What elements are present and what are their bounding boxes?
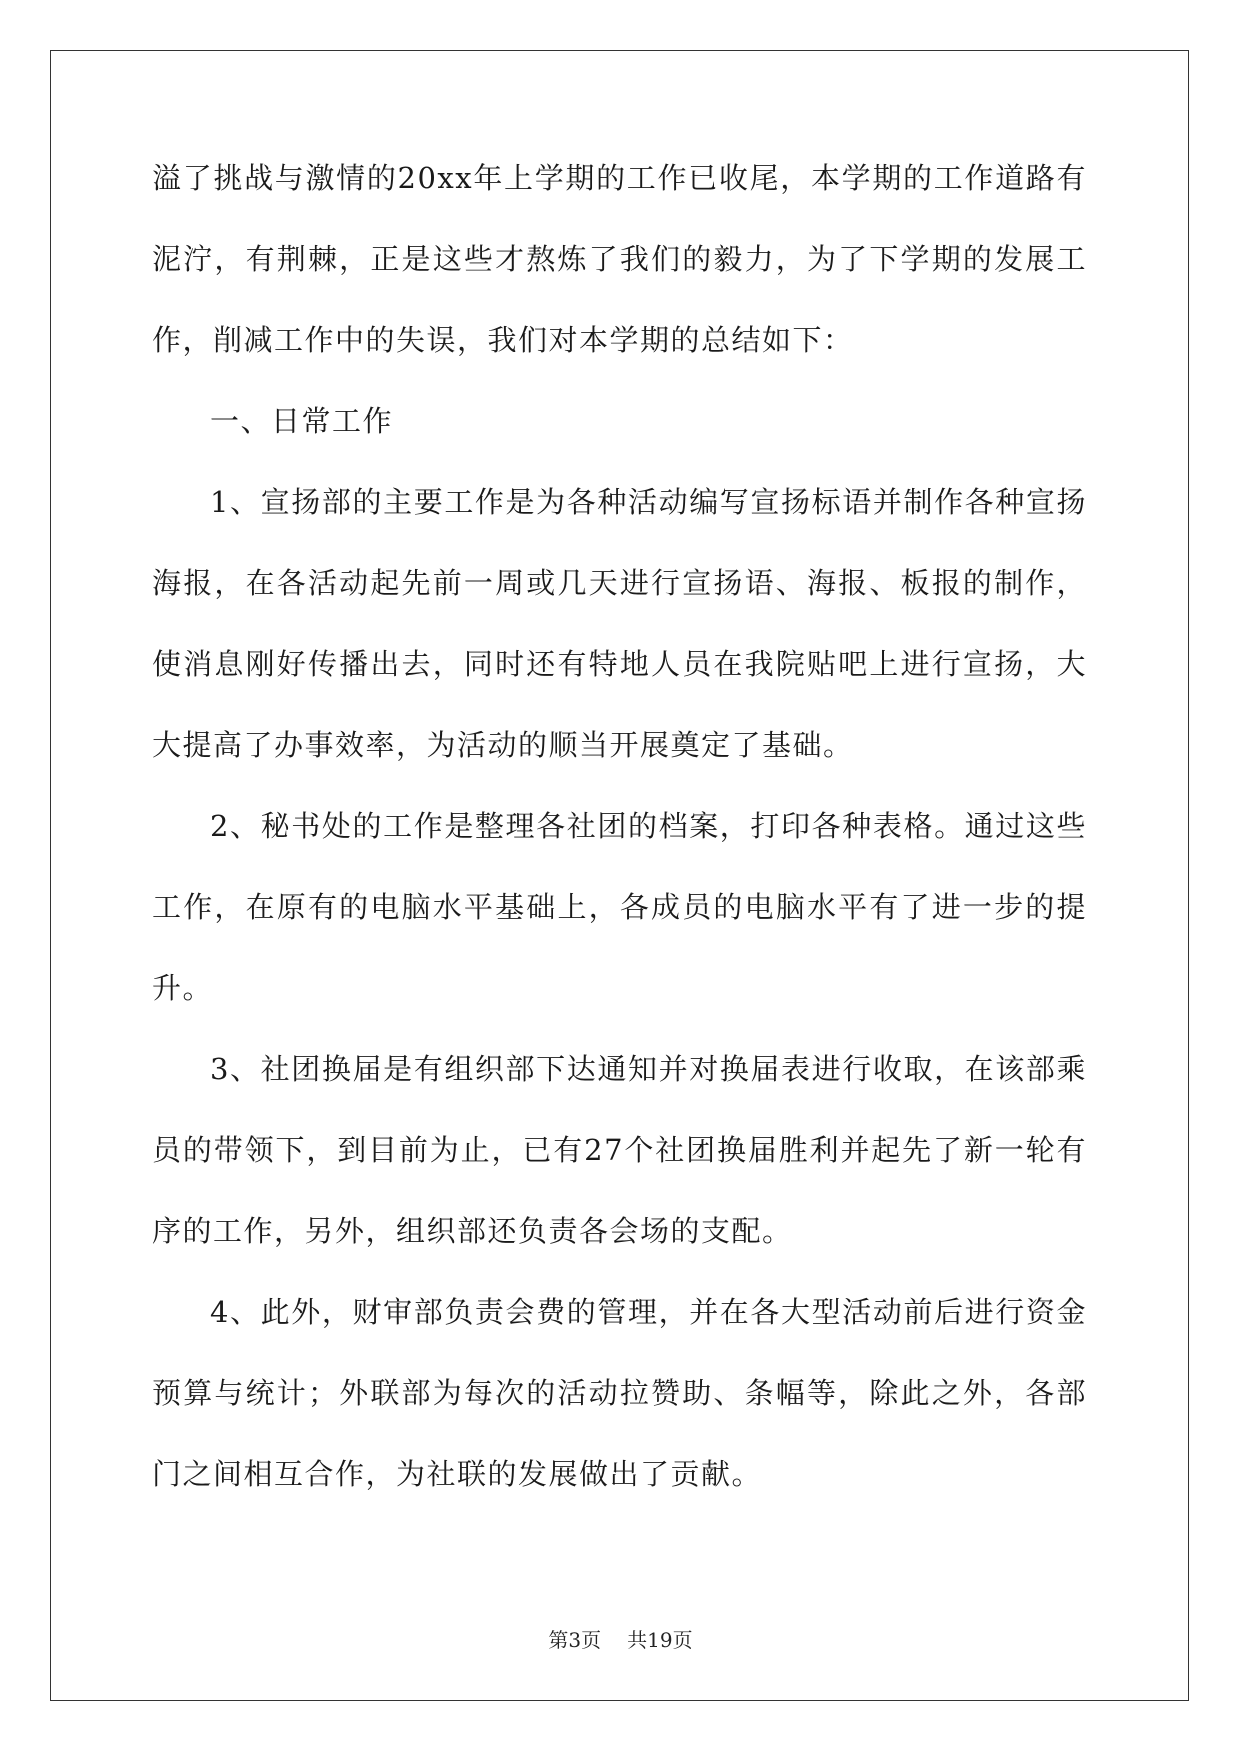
document-body [152, 160, 1087, 1537]
text-line: 泥泞，有荆棘，正是这些才熬炼了我们的毅力，为了下学期的发展工 [152, 242, 1087, 276]
text-line: 大提高了办事效率，为活动的顺当开展奠定了基础。 [152, 728, 854, 762]
text-line: 溢了挑战与激情的20xx年上学期的工作已收尾，本学期的工作道路有 [152, 161, 1087, 195]
page-footer [0, 1628, 1241, 1652]
page-total: 共19页 [627, 1628, 693, 1652]
text-line: 4、此外，财审部负责会费的管理，并在各大型活动前后进行资金 [210, 1295, 1087, 1329]
page-number: 第3页 [548, 1628, 602, 1652]
text-line: 工作，在原有的电脑水平基础上，各成员的电脑水平有了进一步的提 [152, 890, 1087, 924]
text-line: 3、社团换届是有组织部下达通知并对换届表进行收取，在该部乘 [210, 1052, 1087, 1086]
text-line: 作，削减工作中的失误，我们对本学期的总结如下： [152, 323, 854, 357]
text-line: 海报，在各活动起先前一周或几天进行宣扬语、海报、板报的制作， [152, 566, 1087, 600]
section-heading: 一、日常工作 [210, 404, 394, 438]
text-line: 2、秘书处的工作是整理各社团的档案，打印各种表格。通过这些 [210, 809, 1087, 843]
text-line: 员的带领下，到目前为止，已有27个社团换届胜利并起先了新一轮有 [152, 1133, 1087, 1167]
text-line: 门之间相互合作，为社联的发展做出了贡献。 [152, 1457, 763, 1491]
text-line: 升。 [152, 971, 214, 1005]
text-line: 1、宣扬部的主要工作是为各种活动编写宣扬标语并制作各种宣扬 [210, 485, 1087, 519]
text-line: 序的工作，另外，组织部还负责各会场的支配。 [152, 1214, 793, 1248]
text-line: 预算与统计；外联部为每次的活动拉赞助、条幅等，除此之外，各部 [152, 1376, 1087, 1410]
text-line: 使消息刚好传播出去，同时还有特地人员在我院贴吧上进行宣扬，大 [152, 647, 1087, 681]
